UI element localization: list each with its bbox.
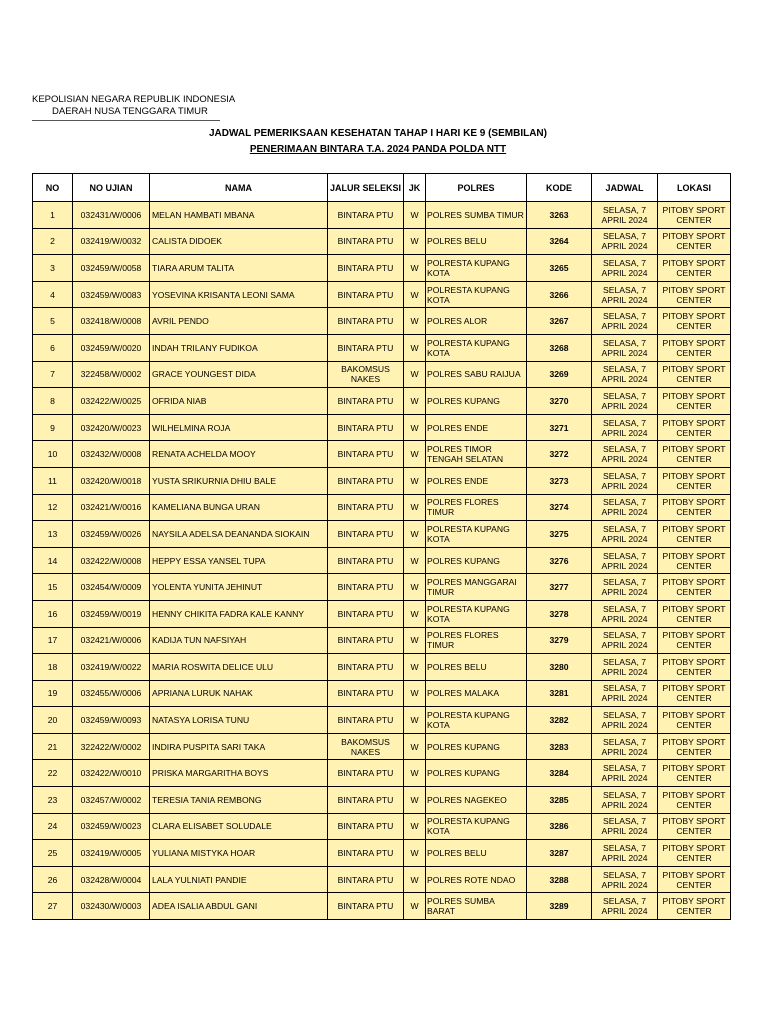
cell-nama: YOLENTA YUNITA JEHINUT <box>150 574 328 601</box>
cell-jalur-seleksi: BINTARA PTU <box>328 334 404 361</box>
cell-jalur-seleksi: BINTARA PTU <box>328 388 404 415</box>
cell-jalur-seleksi: BINTARA PTU <box>328 202 404 229</box>
cell-kode: 3285 <box>527 787 592 814</box>
cell-nama: HEPPY ESSA YANSEL TUPA <box>150 547 328 574</box>
cell-jadwal: SELASA, 7 APRIL 2024 <box>592 308 658 335</box>
cell-nama: NATASYA LORISA TUNU <box>150 707 328 734</box>
table-header-row <box>33 174 731 202</box>
cell-kode: 3263 <box>527 202 592 229</box>
cell-no-ujian: 032428/W/0004 <box>73 866 150 893</box>
cell-lokasi: PITOBY SPORT CENTER <box>658 787 731 814</box>
cell-lokasi: PITOBY SPORT CENTER <box>658 388 731 415</box>
cell-no-ujian: 032459/W/0023 <box>73 813 150 840</box>
table-row <box>33 654 731 681</box>
cell-jadwal: SELASA, 7 APRIL 2024 <box>592 334 658 361</box>
cell-jk: W <box>404 255 426 282</box>
cell-lokasi: PITOBY SPORT CENTER <box>658 840 731 867</box>
col-header-no-ujian: NO UJIAN <box>73 174 150 202</box>
cell-jalur-seleksi: BINTARA PTU <box>328 893 404 920</box>
cell-no-ujian: 032418/W/0008 <box>73 308 150 335</box>
cell-polres: POLRES MANGGARAI TIMUR <box>426 574 527 601</box>
cell-jadwal: SELASA, 7 APRIL 2024 <box>592 866 658 893</box>
cell-jadwal: SELASA, 7 APRIL 2024 <box>592 893 658 920</box>
cell-jadwal: SELASA, 7 APRIL 2024 <box>592 414 658 441</box>
schedule-table <box>32 173 731 920</box>
cell-no-ujian: 032459/W/0026 <box>73 521 150 548</box>
cell-jadwal: SELASA, 7 APRIL 2024 <box>592 760 658 787</box>
org-divider <box>32 120 220 121</box>
cell-no: 12 <box>33 494 73 521</box>
cell-nama: YUSTA SRIKURNIA DHIU BALE <box>150 467 328 494</box>
cell-polres: POLRESTA KUPANG KOTA <box>426 813 527 840</box>
cell-jk: W <box>404 414 426 441</box>
cell-jalur-seleksi: BINTARA PTU <box>328 813 404 840</box>
col-header-lokasi: LOKASI <box>658 174 731 202</box>
cell-no: 17 <box>33 627 73 654</box>
table-row <box>33 228 731 255</box>
cell-jadwal: SELASA, 7 APRIL 2024 <box>592 600 658 627</box>
cell-kode: 3269 <box>527 361 592 388</box>
cell-jk: W <box>404 521 426 548</box>
table-row <box>33 441 731 468</box>
cell-no: 14 <box>33 547 73 574</box>
document-subtitle: PENERIMAAN BINTARA T.A. 2024 PANDA POLDA NTT <box>249 144 507 155</box>
cell-kode: 3265 <box>527 255 592 282</box>
cell-kode: 3264 <box>527 228 592 255</box>
cell-no: 13 <box>33 521 73 548</box>
col-header-kode: KODE <box>527 174 592 202</box>
col-header-jalur-seleksi: JALUR SELEKSI <box>328 174 404 202</box>
cell-no-ujian: 032455/W/0006 <box>73 680 150 707</box>
organization-header <box>32 94 235 118</box>
table-row <box>33 467 731 494</box>
cell-no-ujian: 032457/W/0002 <box>73 787 150 814</box>
cell-nama: INDAH TRILANY FUDIKOA <box>150 334 328 361</box>
cell-polres: POLRES SABU RAIJUA <box>426 361 527 388</box>
col-header-jk: JK <box>404 174 426 202</box>
cell-polres: POLRES FLORES TIMUR <box>426 627 527 654</box>
cell-polres: POLRES ENDE <box>426 467 527 494</box>
cell-kode: 3288 <box>527 866 592 893</box>
cell-lokasi: PITOBY SPORT CENTER <box>658 600 731 627</box>
cell-polres: POLRESTA KUPANG KOTA <box>426 334 527 361</box>
cell-lokasi: PITOBY SPORT CENTER <box>658 281 731 308</box>
cell-jalur-seleksi: BINTARA PTU <box>328 707 404 734</box>
cell-lokasi: PITOBY SPORT CENTER <box>658 441 731 468</box>
cell-nama: CLARA ELISABET SOLUDALE <box>150 813 328 840</box>
cell-kode: 3280 <box>527 654 592 681</box>
cell-no: 1 <box>33 202 73 229</box>
org-name: KEPOLISIAN NEGARA REPUBLIK INDONESIA <box>32 94 236 105</box>
cell-jalur-seleksi: BINTARA PTU <box>328 627 404 654</box>
cell-no: 2 <box>33 228 73 255</box>
cell-jk: W <box>404 627 426 654</box>
table-row <box>33 202 731 229</box>
cell-polres: POLRESTA KUPANG KOTA <box>426 707 527 734</box>
cell-nama: KAMELIANA BUNGA URAN <box>150 494 328 521</box>
table-row <box>33 813 731 840</box>
cell-jadwal: SELASA, 7 APRIL 2024 <box>592 388 658 415</box>
cell-jalur-seleksi: BINTARA PTU <box>328 866 404 893</box>
cell-no: 7 <box>33 361 73 388</box>
cell-lokasi: PITOBY SPORT CENTER <box>658 414 731 441</box>
cell-lokasi: PITOBY SPORT CENTER <box>658 361 731 388</box>
cell-lokasi: PITOBY SPORT CENTER <box>658 467 731 494</box>
cell-no-ujian: 032430/W/0003 <box>73 893 150 920</box>
cell-jk: W <box>404 547 426 574</box>
cell-jk: W <box>404 361 426 388</box>
cell-jadwal: SELASA, 7 APRIL 2024 <box>592 627 658 654</box>
cell-jk: W <box>404 840 426 867</box>
cell-jadwal: SELASA, 7 APRIL 2024 <box>592 281 658 308</box>
cell-no: 8 <box>33 388 73 415</box>
cell-no: 21 <box>33 733 73 760</box>
cell-lokasi: PITOBY SPORT CENTER <box>658 255 731 282</box>
cell-jalur-seleksi: BINTARA PTU <box>328 760 404 787</box>
cell-jalur-seleksi: BINTARA PTU <box>328 680 404 707</box>
cell-jk: W <box>404 494 426 521</box>
cell-kode: 3276 <box>527 547 592 574</box>
cell-jalur-seleksi: BINTARA PTU <box>328 281 404 308</box>
cell-jk: W <box>404 866 426 893</box>
cell-jadwal: SELASA, 7 APRIL 2024 <box>592 361 658 388</box>
cell-no-ujian: 032459/W/0019 <box>73 600 150 627</box>
cell-kode: 3286 <box>527 813 592 840</box>
col-header-no: NO <box>33 174 73 202</box>
cell-kode: 3277 <box>527 574 592 601</box>
cell-polres: POLRES ALOR <box>426 308 527 335</box>
cell-jalur-seleksi: BINTARA PTU <box>328 228 404 255</box>
cell-jalur-seleksi: BINTARA PTU <box>328 255 404 282</box>
cell-jadwal: SELASA, 7 APRIL 2024 <box>592 202 658 229</box>
cell-nama: OFRIDA NIAB <box>150 388 328 415</box>
cell-kode: 3275 <box>527 521 592 548</box>
cell-jadwal: SELASA, 7 APRIL 2024 <box>592 255 658 282</box>
table-row <box>33 574 731 601</box>
cell-jadwal: SELASA, 7 APRIL 2024 <box>592 521 658 548</box>
cell-polres: POLRES SUMBA TIMUR <box>426 202 527 229</box>
cell-nama: WILHELMINA ROJA <box>150 414 328 441</box>
cell-jadwal: SELASA, 7 APRIL 2024 <box>592 733 658 760</box>
cell-lokasi: PITOBY SPORT CENTER <box>658 733 731 760</box>
cell-jadwal: SELASA, 7 APRIL 2024 <box>592 840 658 867</box>
cell-nama: INDIRA PUSPITA SARI TAKA <box>150 733 328 760</box>
cell-polres: POLRES BELU <box>426 840 527 867</box>
cell-nama: TERESIA TANIA REMBONG <box>150 787 328 814</box>
col-header-jadwal: JADWAL <box>592 174 658 202</box>
table-row <box>33 414 731 441</box>
cell-nama: KADIJA TUN NAFSIYAH <box>150 627 328 654</box>
cell-kode: 3289 <box>527 893 592 920</box>
cell-no: 27 <box>33 893 73 920</box>
cell-no-ujian: 032419/W/0005 <box>73 840 150 867</box>
table-row <box>33 627 731 654</box>
cell-jadwal: SELASA, 7 APRIL 2024 <box>592 787 658 814</box>
cell-jalur-seleksi: BAKOMSUS NAKES <box>328 733 404 760</box>
cell-nama: YULIANA MISTYKA HOAR <box>150 840 328 867</box>
table-row <box>33 547 731 574</box>
cell-no-ujian: 032432/W/0008 <box>73 441 150 468</box>
cell-polres: POLRES ENDE <box>426 414 527 441</box>
table-row <box>33 361 731 388</box>
table-row <box>33 893 731 920</box>
cell-kode: 3279 <box>527 627 592 654</box>
cell-nama: NAYSILA ADELSA DEANANDA SIOKAIN <box>150 521 328 548</box>
cell-kode: 3283 <box>527 733 592 760</box>
cell-no-ujian: 032422/W/0010 <box>73 760 150 787</box>
cell-no: 11 <box>33 467 73 494</box>
cell-nama: MARIA ROSWITA DELICE ULU <box>150 654 328 681</box>
cell-nama: AVRIL PENDO <box>150 308 328 335</box>
table-row <box>33 680 731 707</box>
cell-jalur-seleksi: BAKOMSUS NAKES <box>328 361 404 388</box>
cell-jadwal: SELASA, 7 APRIL 2024 <box>592 547 658 574</box>
cell-jk: W <box>404 228 426 255</box>
cell-jalur-seleksi: BINTARA PTU <box>328 654 404 681</box>
table-row <box>33 388 731 415</box>
cell-polres: POLRES SUMBA BARAT <box>426 893 527 920</box>
cell-no: 20 <box>33 707 73 734</box>
cell-nama: GRACE YOUNGEST DIDA <box>150 361 328 388</box>
cell-no: 15 <box>33 574 73 601</box>
cell-kode: 3274 <box>527 494 592 521</box>
cell-no: 18 <box>33 654 73 681</box>
cell-no-ujian: 322422/W/0002 <box>73 733 150 760</box>
cell-lokasi: PITOBY SPORT CENTER <box>658 308 731 335</box>
cell-jk: W <box>404 707 426 734</box>
cell-lokasi: PITOBY SPORT CENTER <box>658 574 731 601</box>
cell-lokasi: PITOBY SPORT CENTER <box>658 627 731 654</box>
cell-kode: 3284 <box>527 760 592 787</box>
cell-kode: 3273 <box>527 467 592 494</box>
cell-no: 5 <box>33 308 73 335</box>
cell-jalur-seleksi: BINTARA PTU <box>328 308 404 335</box>
cell-kode: 3271 <box>527 414 592 441</box>
cell-nama: MELAN HAMBATI MBANA <box>150 202 328 229</box>
cell-no-ujian: 032459/W/0093 <box>73 707 150 734</box>
cell-jk: W <box>404 334 426 361</box>
cell-no-ujian: 032459/W/0083 <box>73 281 150 308</box>
col-header-polres: POLRES <box>426 174 527 202</box>
cell-polres: POLRES KUPANG <box>426 760 527 787</box>
cell-polres: POLRES BELU <box>426 654 527 681</box>
cell-jadwal: SELASA, 7 APRIL 2024 <box>592 654 658 681</box>
cell-jadwal: SELASA, 7 APRIL 2024 <box>592 441 658 468</box>
cell-kode: 3281 <box>527 680 592 707</box>
cell-jadwal: SELASA, 7 APRIL 2024 <box>592 228 658 255</box>
cell-no-ujian: 032421/W/0016 <box>73 494 150 521</box>
cell-polres: POLRES TIMOR TENGAH SELATAN <box>426 441 527 468</box>
cell-jalur-seleksi: BINTARA PTU <box>328 494 404 521</box>
cell-jk: W <box>404 281 426 308</box>
org-region: DAERAH NUSA TENGGARA TIMUR <box>52 106 208 117</box>
cell-jk: W <box>404 600 426 627</box>
cell-no: 3 <box>33 255 73 282</box>
cell-polres: POLRES BELU <box>426 228 527 255</box>
table-row <box>33 707 731 734</box>
cell-jk: W <box>404 388 426 415</box>
table-row <box>33 308 731 335</box>
table-row <box>33 866 731 893</box>
cell-jk: W <box>404 654 426 681</box>
cell-jk: W <box>404 202 426 229</box>
cell-polres: POLRESTA KUPANG KOTA <box>426 600 527 627</box>
cell-lokasi: PITOBY SPORT CENTER <box>658 813 731 840</box>
cell-nama: LALA YULNIATI PANDIE <box>150 866 328 893</box>
cell-polres: POLRES NAGEKEO <box>426 787 527 814</box>
cell-nama: TIARA ARUM TALITA <box>150 255 328 282</box>
cell-no-ujian: 032454/W/0009 <box>73 574 150 601</box>
cell-nama: YOSEVINA KRISANTA LEONI SAMA <box>150 281 328 308</box>
cell-lokasi: PITOBY SPORT CENTER <box>658 680 731 707</box>
cell-jk: W <box>404 441 426 468</box>
cell-kode: 3282 <box>527 707 592 734</box>
cell-jk: W <box>404 893 426 920</box>
cell-no-ujian: 032431/W/0006 <box>73 202 150 229</box>
cell-polres: POLRESTA KUPANG KOTA <box>426 255 527 282</box>
cell-nama: ADEA ISALIA ABDUL GANI <box>150 893 328 920</box>
cell-no-ujian: 032422/W/0008 <box>73 547 150 574</box>
cell-jadwal: SELASA, 7 APRIL 2024 <box>592 467 658 494</box>
cell-no-ujian: 322458/W/0002 <box>73 361 150 388</box>
cell-jadwal: SELASA, 7 APRIL 2024 <box>592 574 658 601</box>
cell-lokasi: PITOBY SPORT CENTER <box>658 494 731 521</box>
col-header-nama: NAMA <box>150 174 328 202</box>
cell-polres: POLRES MALAKA <box>426 680 527 707</box>
cell-no: 6 <box>33 334 73 361</box>
table-row <box>33 494 731 521</box>
cell-lokasi: PITOBY SPORT CENTER <box>658 547 731 574</box>
cell-jk: W <box>404 467 426 494</box>
table-row <box>33 840 731 867</box>
cell-kode: 3266 <box>527 281 592 308</box>
cell-no: 23 <box>33 787 73 814</box>
cell-kode: 3268 <box>527 334 592 361</box>
cell-no: 4 <box>33 281 73 308</box>
cell-kode: 3287 <box>527 840 592 867</box>
cell-lokasi: PITOBY SPORT CENTER <box>658 228 731 255</box>
cell-jalur-seleksi: BINTARA PTU <box>328 574 404 601</box>
table-row <box>33 521 731 548</box>
cell-lokasi: PITOBY SPORT CENTER <box>658 893 731 920</box>
cell-nama: HENNY CHIKITA FADRA KALE KANNY <box>150 600 328 627</box>
cell-jk: W <box>404 760 426 787</box>
cell-no-ujian: 032459/W/0020 <box>73 334 150 361</box>
table-row <box>33 787 731 814</box>
cell-lokasi: PITOBY SPORT CENTER <box>658 866 731 893</box>
cell-jadwal: SELASA, 7 APRIL 2024 <box>592 494 658 521</box>
cell-jalur-seleksi: BINTARA PTU <box>328 414 404 441</box>
cell-no-ujian: 032420/W/0018 <box>73 467 150 494</box>
cell-no: 9 <box>33 414 73 441</box>
cell-nama: APRIANA LURUK NAHAK <box>150 680 328 707</box>
cell-jadwal: SELASA, 7 APRIL 2024 <box>592 813 658 840</box>
table-row <box>33 760 731 787</box>
cell-lokasi: PITOBY SPORT CENTER <box>658 521 731 548</box>
cell-no: 16 <box>33 600 73 627</box>
cell-no-ujian: 032419/W/0032 <box>73 228 150 255</box>
cell-kode: 3278 <box>527 600 592 627</box>
cell-lokasi: PITOBY SPORT CENTER <box>658 334 731 361</box>
cell-no-ujian: 032421/W/0006 <box>73 627 150 654</box>
cell-jk: W <box>404 574 426 601</box>
cell-polres: POLRES ROTE NDAO <box>426 866 527 893</box>
cell-kode: 3272 <box>527 441 592 468</box>
cell-jk: W <box>404 787 426 814</box>
table-row <box>33 334 731 361</box>
cell-no: 22 <box>33 760 73 787</box>
cell-no-ujian: 032420/W/0023 <box>73 414 150 441</box>
cell-jalur-seleksi: BINTARA PTU <box>328 840 404 867</box>
cell-jalur-seleksi: BINTARA PTU <box>328 600 404 627</box>
cell-jalur-seleksi: BINTARA PTU <box>328 467 404 494</box>
cell-lokasi: PITOBY SPORT CENTER <box>658 654 731 681</box>
cell-polres: POLRESTA KUPANG KOTA <box>426 281 527 308</box>
cell-polres: POLRES FLORES TIMUR <box>426 494 527 521</box>
cell-jadwal: SELASA, 7 APRIL 2024 <box>592 707 658 734</box>
cell-polres: POLRES KUPANG <box>426 388 527 415</box>
cell-jalur-seleksi: BINTARA PTU <box>328 787 404 814</box>
cell-polres: POLRES KUPANG <box>426 733 527 760</box>
cell-no: 25 <box>33 840 73 867</box>
cell-jalur-seleksi: BINTARA PTU <box>328 547 404 574</box>
table-row <box>33 600 731 627</box>
cell-nama: RENATA ACHELDA MOOY <box>150 441 328 468</box>
cell-jk: W <box>404 813 426 840</box>
cell-no-ujian: 032422/W/0025 <box>73 388 150 415</box>
cell-kode: 3270 <box>527 388 592 415</box>
document-title: JADWAL PEMERIKSAAN KESEHATAN TAHAP I HARI KE 9 (SEMBILAN) <box>209 128 547 139</box>
cell-no: 19 <box>33 680 73 707</box>
cell-nama: PRISKA MARGARITHA BOYS <box>150 760 328 787</box>
cell-lokasi: PITOBY SPORT CENTER <box>658 707 731 734</box>
table-row <box>33 255 731 282</box>
cell-kode: 3267 <box>527 308 592 335</box>
cell-jalur-seleksi: BINTARA PTU <box>328 441 404 468</box>
cell-lokasi: PITOBY SPORT CENTER <box>658 760 731 787</box>
cell-no-ujian: 032459/W/0058 <box>73 255 150 282</box>
cell-polres: POLRES KUPANG <box>426 547 527 574</box>
cell-jadwal: SELASA, 7 APRIL 2024 <box>592 680 658 707</box>
cell-jk: W <box>404 308 426 335</box>
cell-no-ujian: 032419/W/0022 <box>73 654 150 681</box>
cell-lokasi: PITOBY SPORT CENTER <box>658 202 731 229</box>
cell-nama: CALISTA DIDOEK <box>150 228 328 255</box>
cell-jalur-seleksi: BINTARA PTU <box>328 521 404 548</box>
table-row <box>33 281 731 308</box>
cell-no: 10 <box>33 441 73 468</box>
table-row <box>33 733 731 760</box>
cell-polres: POLRESTA KUPANG KOTA <box>426 521 527 548</box>
cell-jk: W <box>404 680 426 707</box>
cell-jk: W <box>404 733 426 760</box>
cell-no: 26 <box>33 866 73 893</box>
cell-no: 24 <box>33 813 73 840</box>
